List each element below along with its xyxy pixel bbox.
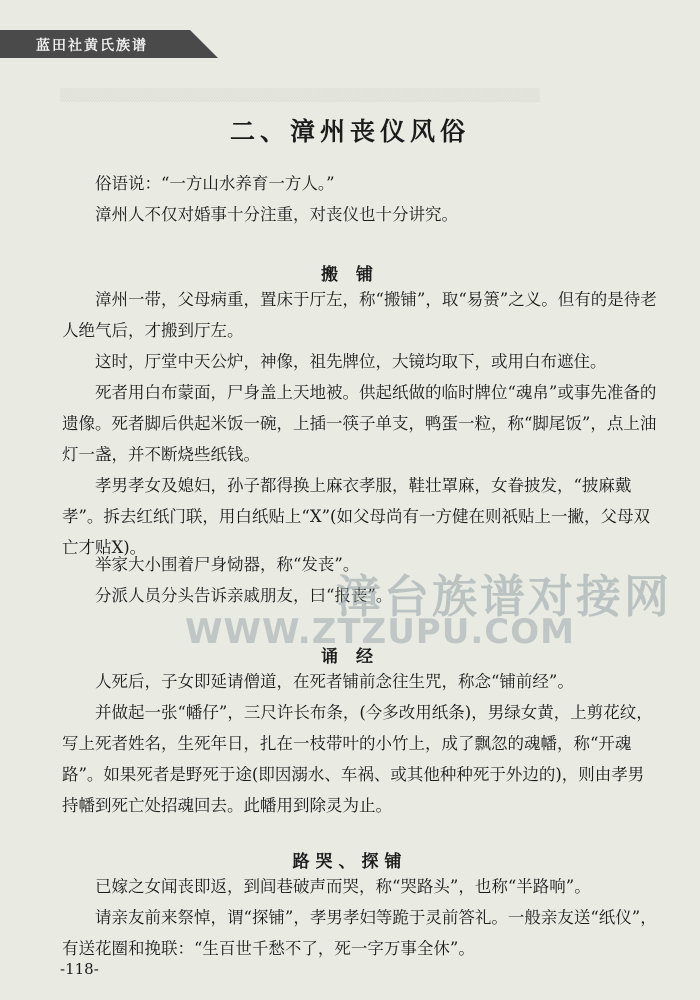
body-paragraph: 漳州一带，父母病重，置床于厅左，称“搬铺”，取“易箦”之义。但有的是待老人绝气后，才搬到厅左。 xyxy=(62,290,657,340)
intro-paragraph: 漳州人不仅对婚事十分注重，对丧仪也十分讲究。 xyxy=(95,205,458,224)
body-paragraph: 并做起一张“幡仔”，三尺许长布条，(今多改用纸条)，男绿女黄，上剪花纹，写上死者姓名，生死年日，扎在一枝带叶的小竹上，成了飘忽的魂幡，称“开魂路”。如果死者是野死于途(即因溺水、车祸、或其他种种死于外边的)，则由孝男持幡到死亡处招魂回去。此幡用到除灵为止。 xyxy=(62,703,653,815)
body-paragraph: 分派人员分头告诉亲戚朋友，曰“报丧”。 xyxy=(95,586,393,605)
body-paragraph: 人死后，子女即延请僧道，在死者铺前念往生咒，称念“铺前经”。 xyxy=(95,672,574,691)
chapter-title: 二、漳州丧仪风俗 xyxy=(229,117,470,146)
body-paragraph: 这时，厅堂中天公炉，神像，祖先牌位，大镜均取下，或用白布遮住。 xyxy=(95,352,607,371)
section-title-songjing: 诵 经 xyxy=(321,647,379,667)
body-paragraph: 举家大小围着尸身恸器，称“发丧”。 xyxy=(95,555,360,574)
section-title-luku-tanpu: 路哭、探铺 xyxy=(292,852,408,872)
page-number: -118- xyxy=(60,960,99,978)
book-title: 蓝田社黄氏族谱 xyxy=(36,38,148,54)
bleed-through-texture: ▒▒▒▒▒▒▒▒▒▒▒▒▒▒▒▒▒▒▒▒▒▒▒▒▒▒▒▒▒▒▒▒▒▒▒▒▒▒▒▒▒▒▒▒▒▒▒▒ xyxy=(60,88,540,103)
body-paragraph: 死者用白布蒙面，尸身盖上天地被。供起纸做的临时牌位“魂帛”或事先准备的遗像。死者脚后供起米饭一碗，上插一筷子单支，鸭蛋一粒，称“脚尾饭”，点上油灯一盏，并不断烧些纸钱。 xyxy=(62,383,657,464)
body-paragraph: 请亲友前来祭悼，谓“探铺”，孝男孝妇等跪于灵前答礼。一般亲友送“纸仪”，有送花圈和挽联：“生百世千愁不了，死一字万事全休”。 xyxy=(62,908,657,958)
intro-paragraph: 俗语说：“一方山水养育一方人。” xyxy=(95,174,335,193)
body-paragraph: 孝男孝女及媳妇，孙子都得换上麻衣孝服，鞋壮罩麻，女眷披发，“披麻戴孝”。拆去红纸门联，用白纸贴上“X”(如父母尚有一方健在则祇贴上一撇，父母双亡才贴X)。 xyxy=(62,476,650,557)
body-paragraph: 已嫁之女闻丧即返，到闾巷破声而哭，称“哭路头”，也称“半路响”。 xyxy=(95,877,591,896)
watermark-url: WWW.ZTZUPU.COM xyxy=(185,612,575,652)
section-title-banpu: 搬 铺 xyxy=(321,265,379,285)
watermark-site-name: 漳台族谱对接网 xyxy=(335,570,672,623)
